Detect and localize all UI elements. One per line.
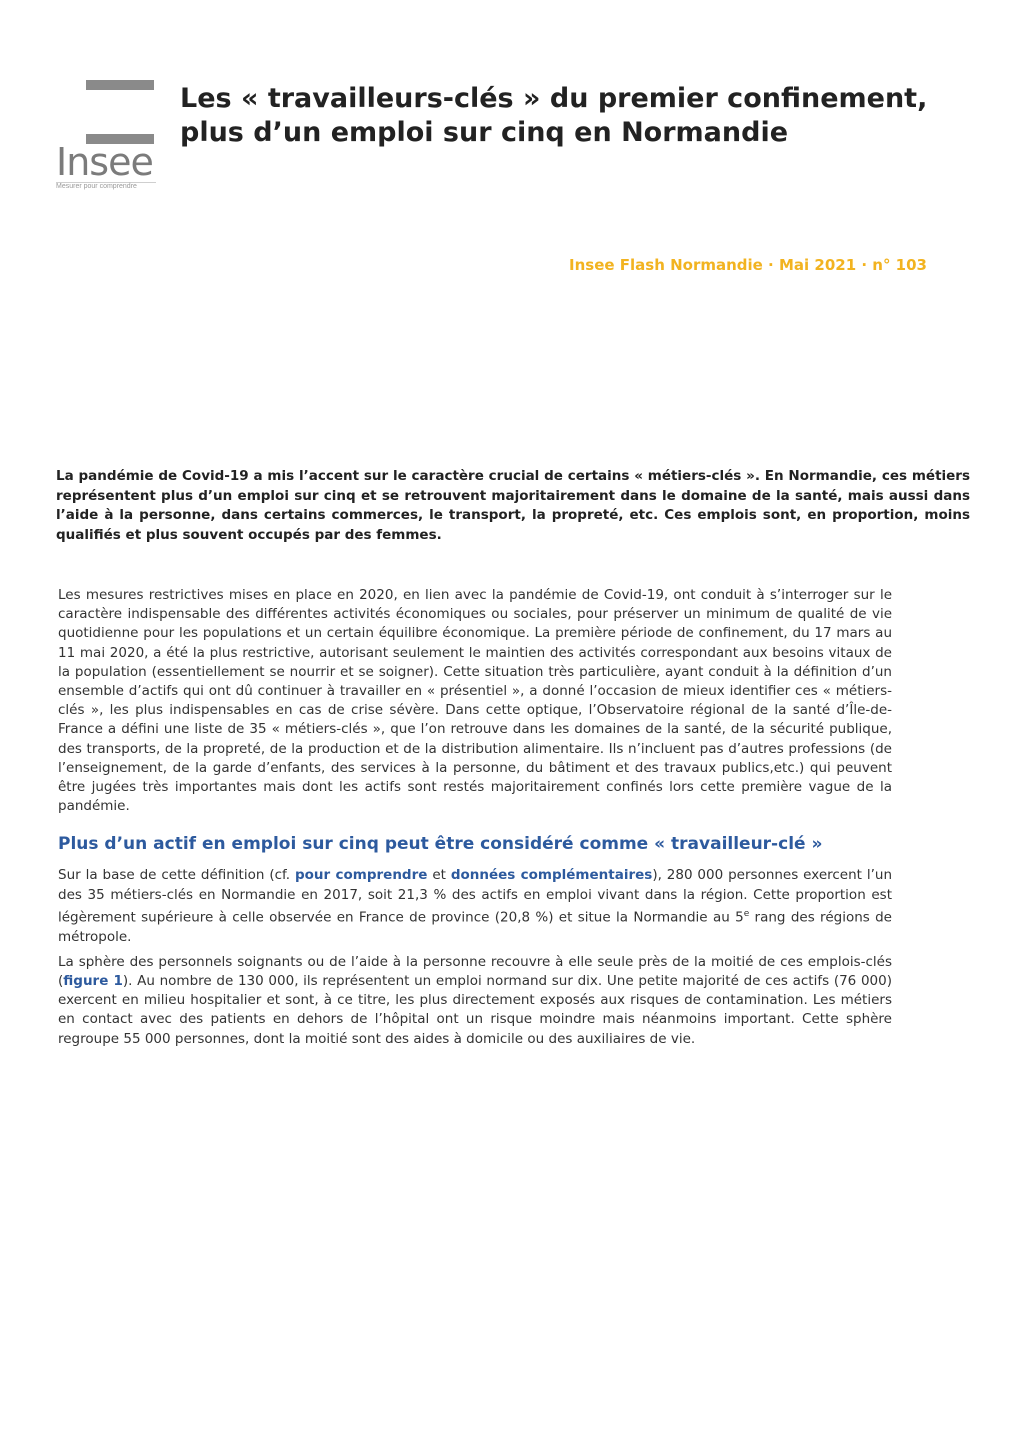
section-paragraph-1: [58, 866, 892, 946]
section-paragraph-2: [58, 953, 892, 1049]
p1-text-mid: et: [427, 867, 451, 884]
title-line-1: Les « travailleurs-clés » du premier confinement,: [180, 83, 928, 114]
article-body: [58, 586, 892, 1055]
insee-logo: [56, 78, 156, 193]
p2-text-end: ). Au nombre de 130 000, ils représentent un emploi normand sur dix. Une petite majorité de ces actifs (76 000) exercent en milieu hospitalier et sont, à ce titre, les plus directement exposés aux risques de contamination. Les métiers en contact avec des patients en dehors de l’hôpital ont un risque moindre mais néanmoins important. Cette sphère regroupe 55 000 personnes, dont la moitié sont des aides à domicile ou des auxiliaires de vie.: [58, 972, 892, 1047]
p1-text-start: Sur la base de cette définition (cf.: [58, 867, 295, 884]
intro-paragraph: Les mesures restrictives mises en place en 2020, en lien avec la pandémie de Covid-19, ont conduit à s’interroger sur le caractère indispensable des différentes activités économiques ou sociales, pour préserver un minimum de qualité de vie quotidienne pour les populations et un certain équilibre économique. La première période de confinement, du 17 mars au 11 mai 2020, a été la plus restrictive, autorisant seulement le maintien des activités correspondant aux besoins vitaux de la population (essentiellement se nourrir et se soigner). Cette situation très particulière, ayant conduit à la définition d’un ensemble d’actifs qui ont dû continuer à travailler en « présentiel », a donné l’occasion de mieux identifier ces « métiers-clés », les plus indispensables en cas de crise sévère. Dans cette optique, l’Observatoire régional de la santé d’Île-de-France a défini une liste de 35 « métiers-clés », que l’on retrouve dans les domaines de la santé, de la sécurité publique, des transports, de la propreté, de la production et de la distribution alimentaire. Ils n’incluent pas d’autres professions (de l’enseignement, de la garde d’enfants, des services à la personne, du bâtiment et des travaux publics,etc.) qui peuvent être jugées très importantes mais dont les actifs sont restés majoritairement confinés lors cette première vague de la pandémie.: [58, 587, 892, 815]
page-title: [180, 82, 970, 150]
figure-1-link[interactable]: figure 1: [63, 972, 123, 989]
p1-superscript: e: [743, 908, 750, 919]
p2-text-start: La sphère des personnels soignants ou de l’aide à la personne recouvre à elle seule près de la moitié de ces emplois-clés (: [58, 953, 892, 989]
logo-wordmark: Insee: [56, 140, 153, 184]
title-line-2: plus d’un emploi sur cinq en Normandie: [180, 117, 789, 148]
pour-comprendre-link[interactable]: pour comprendre: [294, 867, 428, 884]
abstract: La pandémie de Covid-19 a mis l’accent sur le caractère crucial de certains « métiers-clés ». En Normandie, ces métiers représentent plus d’un emploi sur cinq et se retrouvent majoritairement dans le domaine de la santé, mais aussi dans l’aide à la personne, dans certains commerces, le transport, la propreté, etc. Ces emplois sont, en proportion, moins qualifiés et plus souvent occupés par des femmes.: [56, 468, 970, 543]
donnees-complementaires-link[interactable]: données complémentaires: [450, 867, 653, 884]
p1-text-cont: ), 280 000 personnes exercent l’un des 35 métiers-clés en Normandie en 2017, soit 21,3 % des actifs en emploi vivant dans la région. Cette proportion est légèrement supérieure à celle observée en France de province (20,8 %) et situe la Normandie au 5: [58, 867, 893, 926]
logo-top-bar: [86, 80, 154, 90]
logo-tagline: Mesurer pour comprendre: [56, 182, 156, 190]
publication-info: Insee Flash Normandie · Mai 2021 · n° 103: [569, 256, 927, 274]
section-heading: Plus d’un actif en emploi sur cinq peut être considéré comme « travailleur-clé »: [58, 834, 823, 855]
p1-text-end: rang des régions de métropole.: [58, 909, 892, 945]
